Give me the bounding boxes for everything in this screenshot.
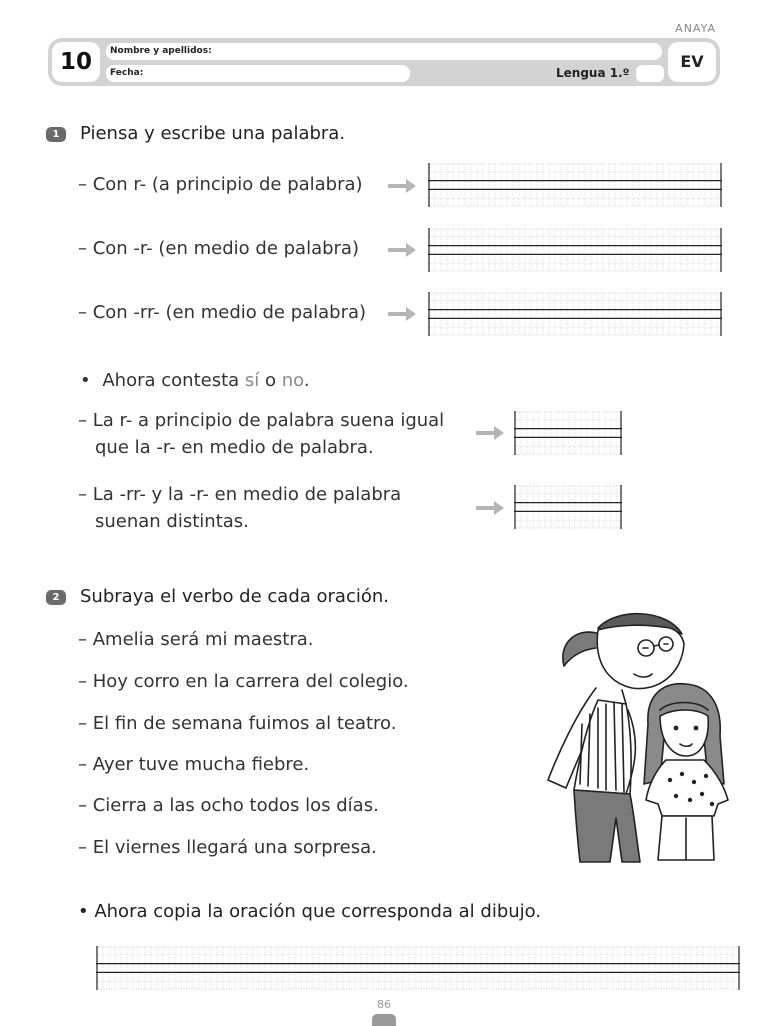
question-line: – La r- a principio de palabra suena igual xyxy=(78,410,445,431)
writing-lines[interactable] xyxy=(96,946,740,990)
sentence-item[interactable]: – Hoy corro en la carrera del colegio. xyxy=(78,671,409,692)
sub-prompt xyxy=(80,367,310,394)
arrow-right-icon xyxy=(386,240,418,260)
arrow-right-icon xyxy=(386,176,418,196)
page-tab xyxy=(372,1014,396,1026)
exercise-1-badge: 1 xyxy=(46,127,66,142)
sentence-item[interactable]: – Cierra a las ocho todos los días. xyxy=(78,795,379,816)
teacher-and-girl-illustration xyxy=(536,604,736,866)
arrow-right-icon xyxy=(474,498,506,518)
sub-prompt-text: Ahora contesta xyxy=(102,370,245,391)
question-item xyxy=(78,407,444,461)
copy-prompt: • Ahora copia la oración que corresponda al dibujo. xyxy=(78,901,542,922)
evaluation-code: EV xyxy=(668,42,716,82)
exercise-1-item: – Con r- (a principio de palabra) xyxy=(78,174,363,195)
sub-prompt-end: . xyxy=(303,370,310,391)
question-line: que la -r- en medio de palabra. xyxy=(95,437,374,458)
answer-box[interactable] xyxy=(514,411,622,455)
answer-no: no xyxy=(281,370,304,391)
exercise-2-badge: 2 xyxy=(46,590,66,605)
page-number: 86 xyxy=(377,998,391,1011)
question-item xyxy=(78,481,401,535)
sub-prompt-or: o xyxy=(259,370,282,391)
answer-si: sí xyxy=(244,370,260,391)
writing-lines[interactable] xyxy=(428,292,722,336)
sentence-item[interactable]: – Amelia será mi maestra. xyxy=(78,629,314,650)
unit-number: 10 xyxy=(52,42,100,82)
writing-lines[interactable] xyxy=(428,228,722,272)
question-line: – La -rr- y la -r- en medio de palabra xyxy=(78,484,402,505)
bullet: • xyxy=(80,370,91,391)
subject-label: Lengua 1.º xyxy=(556,66,630,80)
sentence-item[interactable]: – El fin de semana fuimos al teatro. xyxy=(78,713,397,734)
arrow-right-icon xyxy=(474,423,506,443)
arrow-right-icon xyxy=(386,304,418,324)
exercise-1-item: – Con -rr- (en medio de palabra) xyxy=(78,302,367,323)
name-field[interactable]: Nombre y apellidos: xyxy=(106,43,662,60)
subject-box[interactable] xyxy=(636,65,664,82)
question-line: suenan distintas. xyxy=(95,511,249,532)
exercise-1-title: Piensa y escribe una palabra. xyxy=(80,123,346,144)
answer-box[interactable] xyxy=(514,485,622,529)
publisher-logo: ANAYA xyxy=(675,22,716,35)
exercise-2-title: Subraya el verbo de cada oración. xyxy=(80,586,389,607)
writing-lines[interactable] xyxy=(428,163,722,207)
sentence-item[interactable]: – Ayer tuve mucha fiebre. xyxy=(78,754,310,775)
date-field[interactable]: Fecha: xyxy=(106,65,410,82)
exercise-1-item: – Con -r- (en medio de palabra) xyxy=(78,238,359,259)
sentence-item[interactable]: – El viernes llegará una sorpresa. xyxy=(78,837,377,858)
